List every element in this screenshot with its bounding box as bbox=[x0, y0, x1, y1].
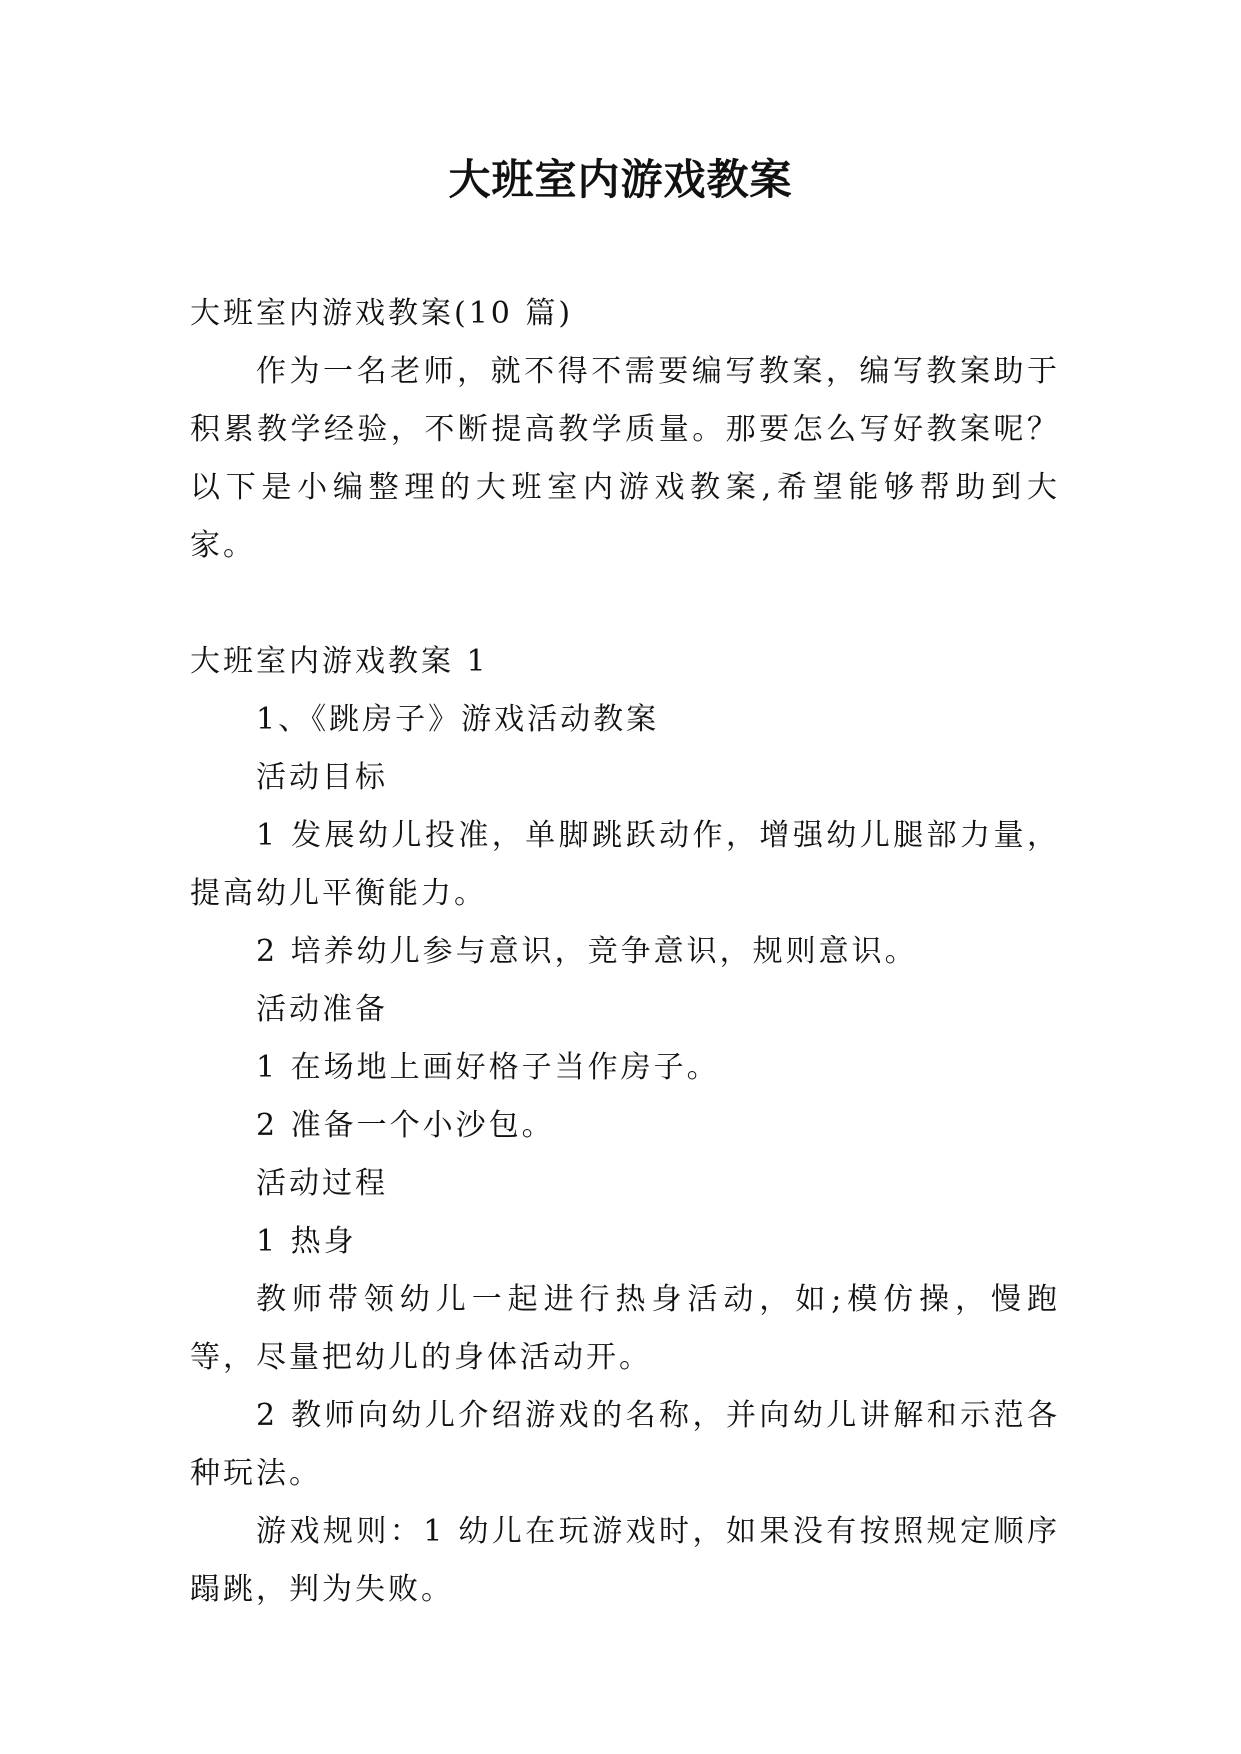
document-subtitle: 大班室内游戏教案(10 篇) bbox=[190, 296, 574, 331]
game-rules-paragraph: 游戏规则：1 幼儿在玩游戏时，如果没有按照规定顺序蹋跳，判为失败。 bbox=[190, 1514, 1060, 1607]
process-paragraph: 教师带领幼儿一起进行热身活动，如;模仿操，慢跑等，尽量把幼儿的身体活动开。 bbox=[190, 1282, 1060, 1375]
document-body bbox=[190, 285, 1060, 1619]
preparation-item: 2 准备一个小沙包。 bbox=[256, 1108, 555, 1143]
heading-activity-goals: 活动目标 bbox=[256, 760, 388, 795]
activity-title: 1、《跳房子》游戏活动教案 bbox=[256, 702, 660, 737]
process-step-heading: 1 热身 bbox=[256, 1224, 357, 1259]
section-gap bbox=[190, 575, 1060, 633]
heading-activity-preparation: 活动准备 bbox=[256, 992, 388, 1027]
goal-item: 2 培养幼儿参与意识，竞争意识，规则意识。 bbox=[256, 934, 918, 969]
goal-item: 1 发展幼儿投准，单脚跳跃动作，增强幼儿腿部力量，提高幼儿平衡能力。 bbox=[190, 818, 1060, 911]
process-paragraph: 2 教师向幼儿介绍游戏的名称，并向幼儿讲解和示范各种玩法。 bbox=[190, 1398, 1060, 1491]
section-heading: 大班室内游戏教案 1 bbox=[190, 644, 489, 679]
preparation-item: 1 在场地上画好格子当作房子。 bbox=[256, 1050, 720, 1085]
intro-paragraph: 作为一名老师，就不得不需要编写教案，编写教案助于积累教学经验，不断提高教学质量。那要怎么写好教案呢？以下是小编整理的大班室内游戏教案,希望能够帮助到大家。 bbox=[190, 354, 1060, 563]
heading-activity-process: 活动过程 bbox=[256, 1166, 388, 1201]
document-title: 大班室内游戏教案 bbox=[448, 155, 793, 204]
